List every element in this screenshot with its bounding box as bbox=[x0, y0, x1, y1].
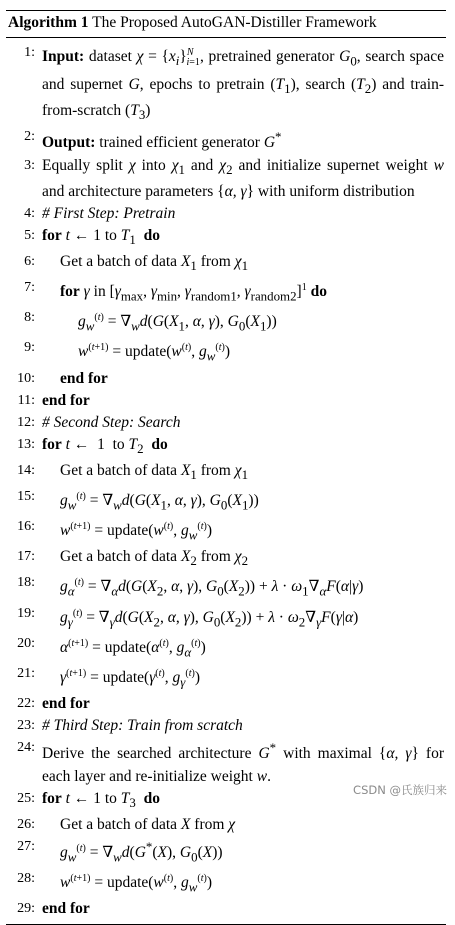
algo-line-12: 12: # Second Step: Search bbox=[6, 412, 446, 434]
line-number: 22: bbox=[17, 696, 35, 712]
algo-line-8: 8: $g_w^{(t)} = \nabla_wd(G(X_1$, α, γ), $G_0(X_1)$) bbox=[6, 307, 446, 337]
algo-line-10: 10: end for bbox=[6, 368, 446, 390]
line-number: 10: bbox=[17, 370, 35, 386]
algo-line-4: 4: # First Step: Pretrain bbox=[6, 203, 446, 225]
algo-line-19: 19: $g_\gamma^{(t)} = \nabla_\gamma d(G(X_2$, α, γ), $G_0(X_2)) + \lambda \cdot \omega_2\nabla_\gamma F(\gamma|\alpha)$ bbox=[6, 603, 446, 633]
line-number: 16: bbox=[17, 519, 35, 535]
algorithm-header bbox=[6, 11, 446, 35]
algo-line-23: 23: # Third Step: Train from scratch bbox=[6, 715, 446, 737]
algo-line-5: 5: for t ← 1 to $T_1$ do bbox=[6, 225, 446, 251]
line-number: 4: bbox=[24, 205, 35, 221]
line-number: 23: bbox=[17, 718, 35, 734]
algo-line-25: 25: for t ← 1 to $T_3$ do bbox=[6, 788, 446, 814]
algo-line-6: 6: Get a batch of data $X_1$ from $\chi_1$ bbox=[6, 251, 446, 277]
line-number: 3: bbox=[24, 157, 35, 173]
line-number: 11: bbox=[17, 392, 35, 408]
line-number: 7: bbox=[24, 279, 35, 295]
algo-line-20: 20: $\alpha^{(t+1)}$ = $update(\alpha^{(t)}$, $g_\alpha^{(t)}$) bbox=[6, 633, 446, 663]
algo-line-15: 15: $g_w^{(t)} = \nabla_wd(G(X_1$, α, γ), $G_0(X_1)$) bbox=[6, 486, 446, 516]
line-number: 26: bbox=[17, 816, 35, 832]
watermark: CSDN @氏族归来 bbox=[353, 783, 447, 797]
line-number: 13: bbox=[17, 436, 35, 452]
line-number: 12: bbox=[17, 414, 35, 430]
line-number: 9: bbox=[24, 340, 35, 356]
algo-line-7: 7: for γ in [$\gamma_{max}$, $\gamma_{min}$, $\gamma_{random1}$, $\gamma_{random2}]^1$ do bbox=[6, 277, 446, 307]
algo-line-21: 21: $\gamma^{(t+1)}$ = $update(\gamma^{(t)}$, $g_\gamma^{(t)}$) bbox=[6, 663, 446, 693]
line-number: 24: bbox=[17, 740, 35, 756]
algo-line-16: 16: $w^{(t+1)}$ = $update(w^{(t)}$, $g_w^{(t)}$) bbox=[6, 516, 446, 546]
line-number: 27: bbox=[17, 838, 35, 854]
algorithm-label: Algorithm 1 bbox=[8, 14, 89, 31]
line-number: 15: bbox=[17, 488, 35, 504]
line-number: 21: bbox=[17, 666, 35, 682]
algo-line-14: 14: Get a batch of data $X_1$ from $\chi_1$ bbox=[6, 460, 446, 486]
algo-line-13: 13: for t ← 1 to $T_2$ do bbox=[6, 434, 446, 460]
line-number: 8: bbox=[24, 310, 35, 326]
line-number: 28: bbox=[17, 870, 35, 886]
algo-line-2: 2: Output: trained efficient generator G* bbox=[6, 126, 446, 154]
algo-line-22: 22: end for bbox=[6, 693, 446, 715]
algo-line-1: 1: Input: dataset $\chi = \{x_i\}^N_{i=1}$, pretrained generator $G_0$, search space and supernet G, epochs to pretrain $(T_1)$, search $(T_2)$ and train-from-scratch $(T_3)$ bbox=[6, 42, 446, 126]
algo-line-11: 11: end for bbox=[6, 390, 446, 412]
algo-line-9: 9: $w^{(t+1)}$ = $update(w^{(t)}$, $g_w^{(t)}$) bbox=[6, 337, 446, 367]
line-number: 5: bbox=[24, 227, 35, 243]
algo-line-27: 27: $g_w^{(t)} = \nabla_wd(G^*(X)$, $G_0(X)$) bbox=[6, 836, 446, 868]
line-number: 17: bbox=[17, 549, 35, 565]
line-number: 1: bbox=[24, 45, 35, 60]
algo-line-29: 29: end for bbox=[6, 898, 446, 920]
algo-line-18: 18: $g_\alpha^{(t)} = \nabla_\alpha d(G(X_2$, α, γ), $G_0(X_2)) + \lambda \cdot \omega_1\nabla_\alpha F(\alpha|\gamma)$ bbox=[6, 572, 446, 602]
line-number: 19: bbox=[17, 605, 35, 621]
algorithm-title: The Proposed AutoGAN-Distiller Framework bbox=[92, 14, 377, 31]
line-number: 18: bbox=[17, 575, 35, 591]
algo-line-28: 28: $w^{(t+1)}$ = $update(w^{(t)}$, $g_w^{(t)}$) bbox=[6, 868, 446, 898]
algo-line-26: 26: Get a batch of data X from χ bbox=[6, 814, 446, 836]
algo-line-24: 24: Derive the searched architecture G* with maximal {α, γ} for each layer and re-initialize weight w. bbox=[6, 737, 446, 787]
line-number: 6: bbox=[24, 253, 35, 269]
algo-line-17: 17: Get a batch of data $X_2$ from $\chi_2$ bbox=[6, 546, 446, 572]
line-number: 14: bbox=[17, 462, 35, 478]
algo-line-3: 3: Equally split χ into $\chi_1$ and $\chi_2$ and initialize supernet weight w and architecture parameters {α, γ} with uniform distribution bbox=[6, 155, 446, 203]
line-number: 2: bbox=[24, 129, 35, 145]
line-number: 29: bbox=[17, 901, 35, 917]
line-number: 25: bbox=[17, 790, 35, 806]
line-number: 20: bbox=[17, 635, 35, 651]
